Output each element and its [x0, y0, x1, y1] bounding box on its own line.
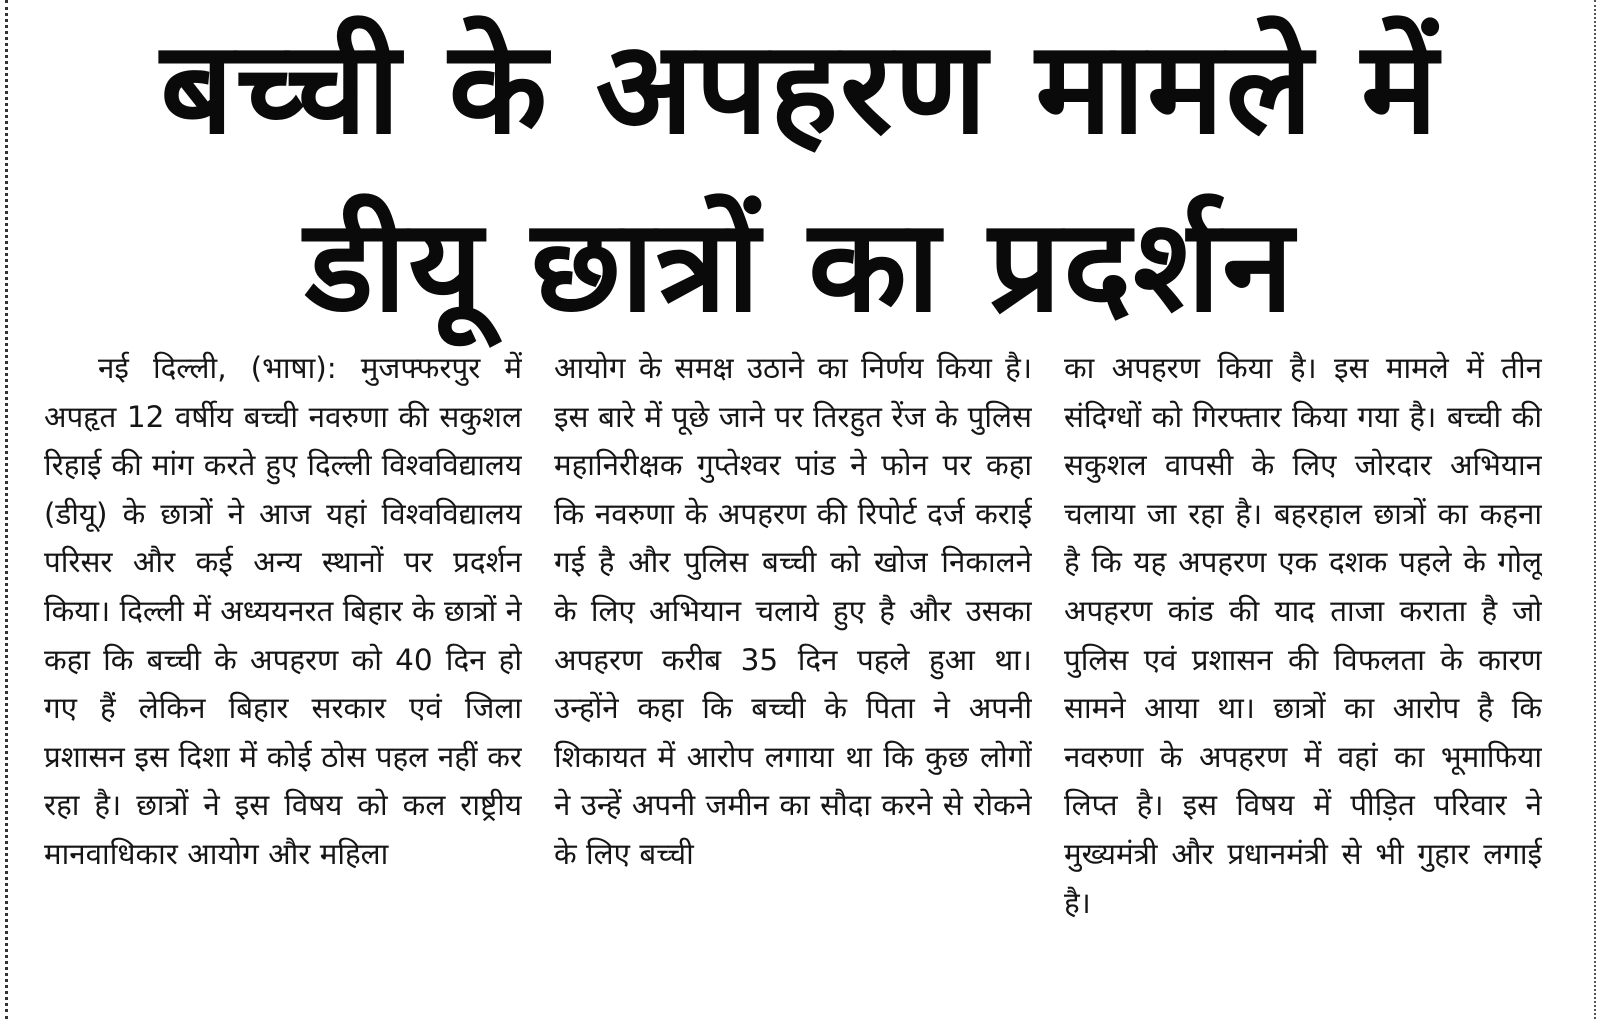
headline-line-1: बच्ची के अपहरण मामले में — [160, 14, 1440, 163]
article-body — [44, 344, 1544, 994]
column-1-text: नई दिल्ली, (भाषा): मुजफ्फरपुर में अपहृत 12 वर्षीय बच्ची नवरुणा की सकुशल रिहाई की मांग करते हुए दिल्ली विश्वविद्यालय (डीयू) के छात्रों ने आज यहां विश्वविद्यालय परिसर और कई अन्य स्थानों पर प्रदर्शन किया। दिल्ली में अध्ययनरत बिहार के छात्रों ने कहा कि बच्ची के अपहरण को 40 दिन हो गए हैं लेकिन बिहार सरकार एवं जिला प्रशासन इस दिशा में कोई ठोस पहल नहीं कर रहा है। छात्रों ने इस विषय को कल राष्ट्रीय मानवाधिकार आयोग और महिला — [44, 351, 522, 871]
headline-line-2: डीयू छात्रों का प्रदर्शन — [304, 192, 1296, 341]
article-column-2 — [554, 344, 1032, 994]
headline — [20, 0, 1580, 356]
right-column-rule — [1594, 0, 1596, 1019]
article-column-1 — [44, 344, 522, 994]
article-column-3 — [1064, 344, 1542, 994]
left-column-rule — [5, 0, 8, 1019]
column-3-text: का अपहरण किया है। इस मामले में तीन संदिग्धों को गिरफ्तार किया गया है। बच्ची की सकुशल वापसी के लिए जोरदार अभियान चलाया जा रहा है। बहरहाल छात्रों का कहना है कि यह अपहरण एक दशक पहले के गोलू अपहरण कांड की याद ताजा कराता है जो पुलिस एवं प्रशासन की विफलता के कारण सामने आया था। छात्रों का आरोप है कि नवरुणा के अपहरण में वहां का भूमाफिया लिप्त है। इस विषय में पीड़ित परिवार ने मुख्यमंत्री और प्रधानमंत्री से भी गुहार लगाई है। — [1064, 351, 1542, 920]
column-2-text: आयोग के समक्ष उठाने का निर्णय किया है। इस बारे में पूछे जाने पर तिरहुत रेंज के पुलिस महानिरीक्षक गुप्तेश्वर पांड ने फोन पर कहा कि नवरुणा के अपहरण की रिपोर्ट दर्ज कराई गई है और पुलिस बच्ची को खोज निकालने के लिए अभियान चलाये हुए है और उसका अपहरण करीब 35 दिन पहले हुआ था। उन्होंने कहा कि बच्ची के पिता ने अपनी शिकायत में आरोप लगाया था कि कुछ लोगों ने उन्हें अपनी जमीन का सौदा करने से रोकने के लिए बच्ची — [554, 351, 1032, 871]
